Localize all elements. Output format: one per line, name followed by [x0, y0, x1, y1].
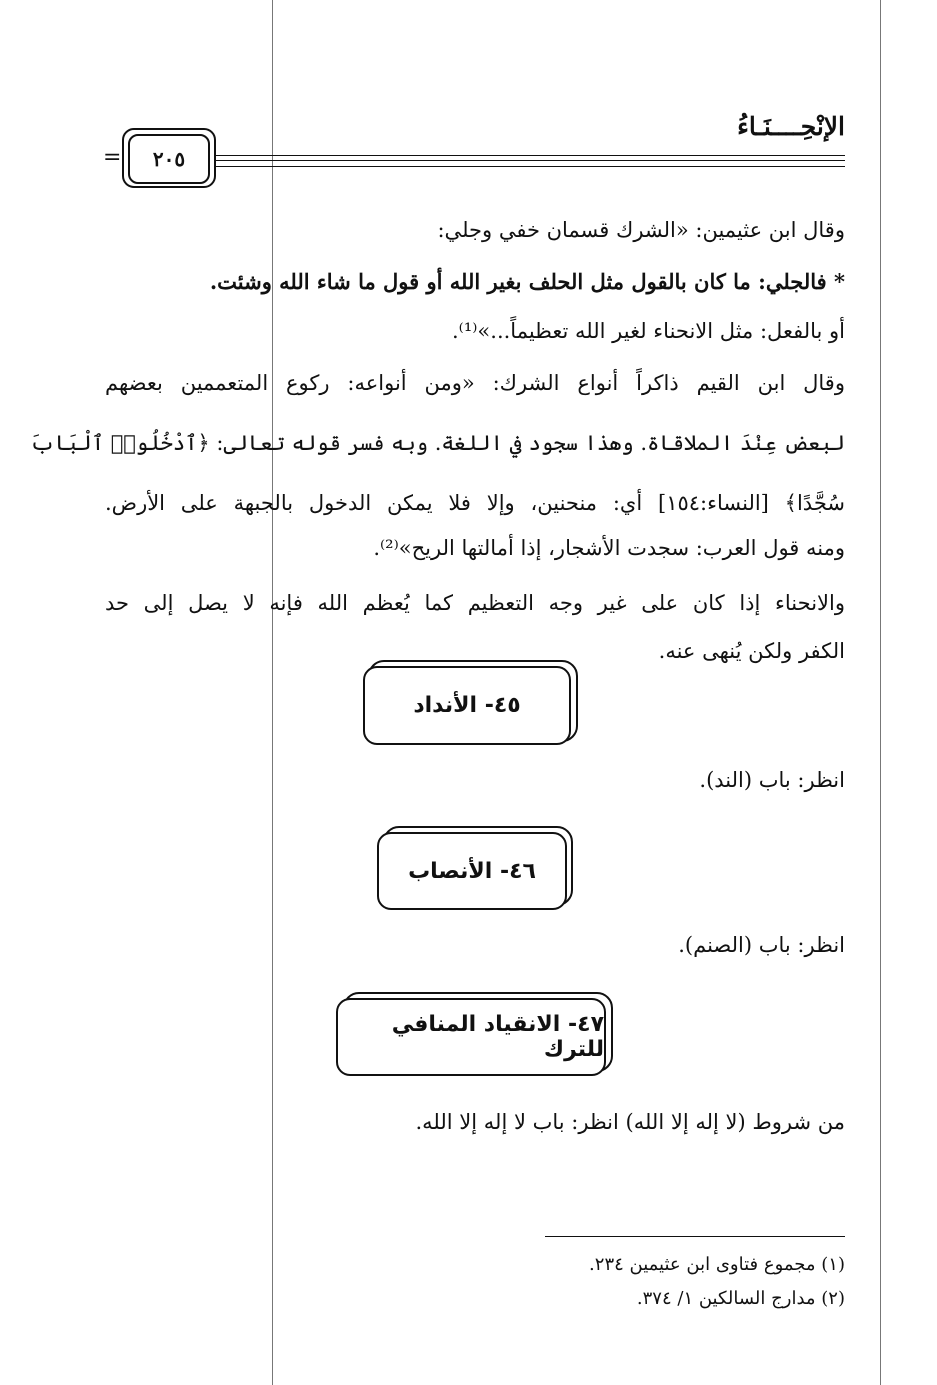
page-number: ٢٠٥ — [128, 134, 210, 184]
paragraph-3: أو بالفعل: مثل الانحناء لغير الله تعظيماً...»⁽¹⁾. — [452, 319, 845, 343]
scan-line-right — [880, 0, 881, 1385]
paragraph-4-line-4: ومنه قول العرب: سجدت الأشجار، إذا أمالتها الريح»⁽²⁾. — [373, 536, 845, 560]
paragraph-5-line-1: والانحناء إذا كان على غير وجه التعظيم كما يُعظم الله فإنه لا يصل إلى حد — [105, 591, 845, 615]
footnote-2: (٢) مدارج السالكين ١/ ٣٧٤. — [636, 1288, 845, 1309]
paragraph-5-line-2: الكفر ولكن يُنهى عنه. — [658, 639, 845, 663]
entry-46-title: ٤٦- الأنصاب — [377, 832, 567, 910]
entry-46-see: انظر: باب (الصنم). — [678, 933, 845, 957]
scan-line-left — [272, 0, 273, 1385]
header-ornament: = — [103, 145, 122, 170]
paragraph-4-line-2: لبعض عِنْدَ الملاقاة. وهذا سجود في اللغة. وبه فسر قوله تعالى: ﴿ٱدْخُلُوا۟ ٱلْبَابَ — [30, 431, 845, 455]
paragraph-4-line-3: سُجَّدًا﴾ [النساء:١٥٤] أي: منحنين، وإلا فلا يمكن الدخول بالجبهة على الأرض. — [105, 491, 845, 515]
header-rule-bottom — [215, 166, 845, 167]
running-title: الإنْحِــــنَـاءُ — [737, 112, 845, 141]
footnote-1: (١) مجموع فتاوى ابن عثيمين ٢٣٤. — [589, 1254, 845, 1275]
entry-45-see: انظر: باب (الند). — [699, 768, 845, 792]
entry-45-title: ٤٥- الأنداد — [363, 666, 571, 745]
paragraph-1: وقال ابن عثيمين: «الشرك قسمان خفي وجلي: — [437, 218, 845, 242]
entry-47-see: من شروط (لا إله إلا الله) انظر: باب لا إله إلا الله. — [415, 1110, 845, 1134]
header-rule-mid — [215, 160, 845, 161]
header-rule-top — [215, 155, 845, 156]
paragraph-2: * فالجلي: ما كان بالقول مثل الحلف بغير الله أو قول ما شاء الله وشئت. — [209, 269, 845, 294]
entry-47-title: ٤٧- الانقياد المنافي للترك — [336, 998, 606, 1076]
paragraph-4-line-1: وقال ابن القيم ذاكراً أنواع الشرك: «ومن أنواعه: ركوع المتعممين بعضهم — [105, 371, 845, 395]
footnote-rule — [545, 1236, 845, 1237]
